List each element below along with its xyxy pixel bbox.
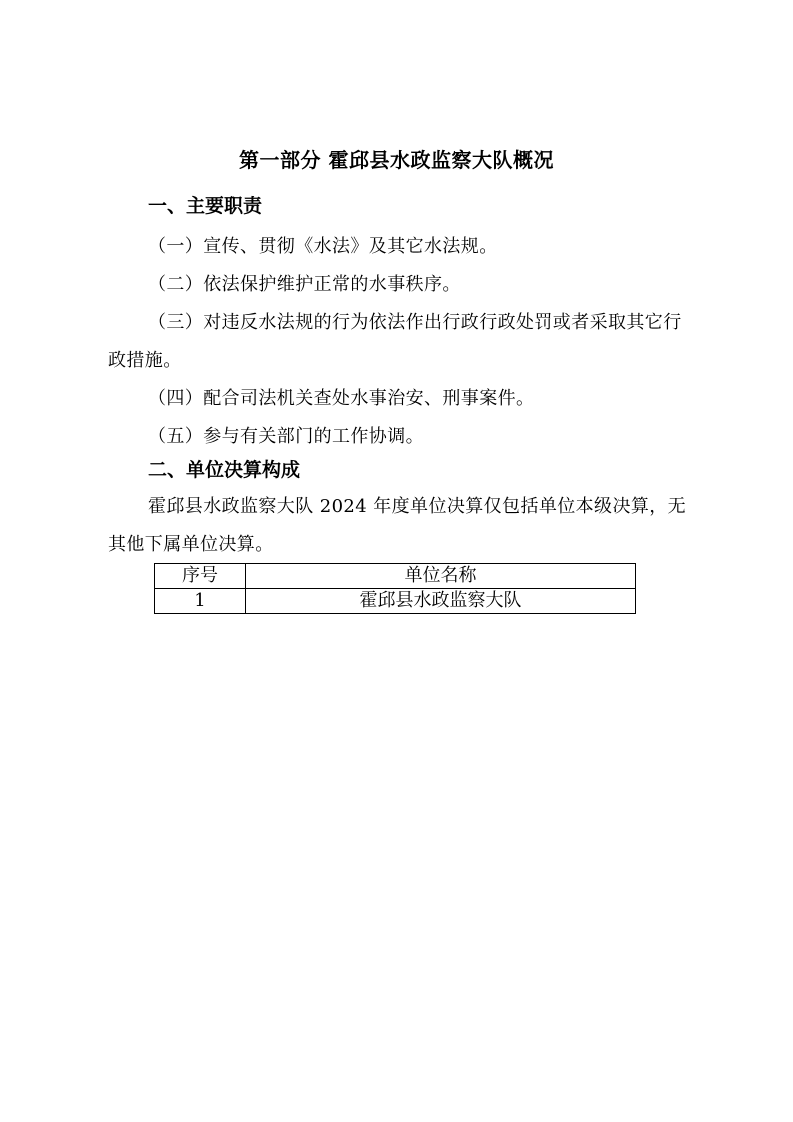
duty-item-3-text: （三）对违反水法规的行为依法作出行政行政处罚或者采取其它行政措施。 bbox=[108, 312, 682, 371]
duty-item-1-text: （一）宣传、贯彻《水法》及其它水法规。 bbox=[148, 236, 498, 257]
page-title: 第一部分 霍邱县水政监察大队概况 bbox=[239, 148, 554, 172]
section-heading-duties: 一、主要职责 bbox=[148, 195, 263, 217]
composition-paragraph-text: 霍邱县水政监察大队 2024 年度单位决算仅包括单位本级决算，无其他下属单位决算。 bbox=[108, 496, 687, 555]
duty-item-5-text: （五）参与有关部门的工作协调。 bbox=[148, 426, 424, 447]
duty-item-2-text: （二）依法保护维护正常的水事秩序。 bbox=[148, 274, 461, 295]
table-header-unit-name: 单位名称 bbox=[246, 564, 636, 589]
duty-item-1 bbox=[108, 228, 698, 266]
duty-item-2 bbox=[108, 266, 698, 304]
composition-paragraph bbox=[108, 488, 698, 564]
section-heading-composition: 二、单位决算构成 bbox=[148, 459, 301, 481]
duty-item-4-text: （四）配合司法机关查处水事治安、刑事案件。 bbox=[148, 388, 535, 409]
table-row bbox=[155, 589, 636, 614]
duty-item-3 bbox=[108, 304, 698, 380]
duty-item-5 bbox=[108, 418, 698, 456]
table-cell-unit-name: 霍邱县水政监察大队 bbox=[246, 589, 636, 614]
duty-item-4 bbox=[108, 380, 698, 418]
unit-table bbox=[154, 563, 636, 614]
table-cell-seq: 1 bbox=[155, 589, 246, 614]
table-header-seq: 序号 bbox=[155, 564, 246, 589]
table-header-row bbox=[155, 564, 636, 589]
